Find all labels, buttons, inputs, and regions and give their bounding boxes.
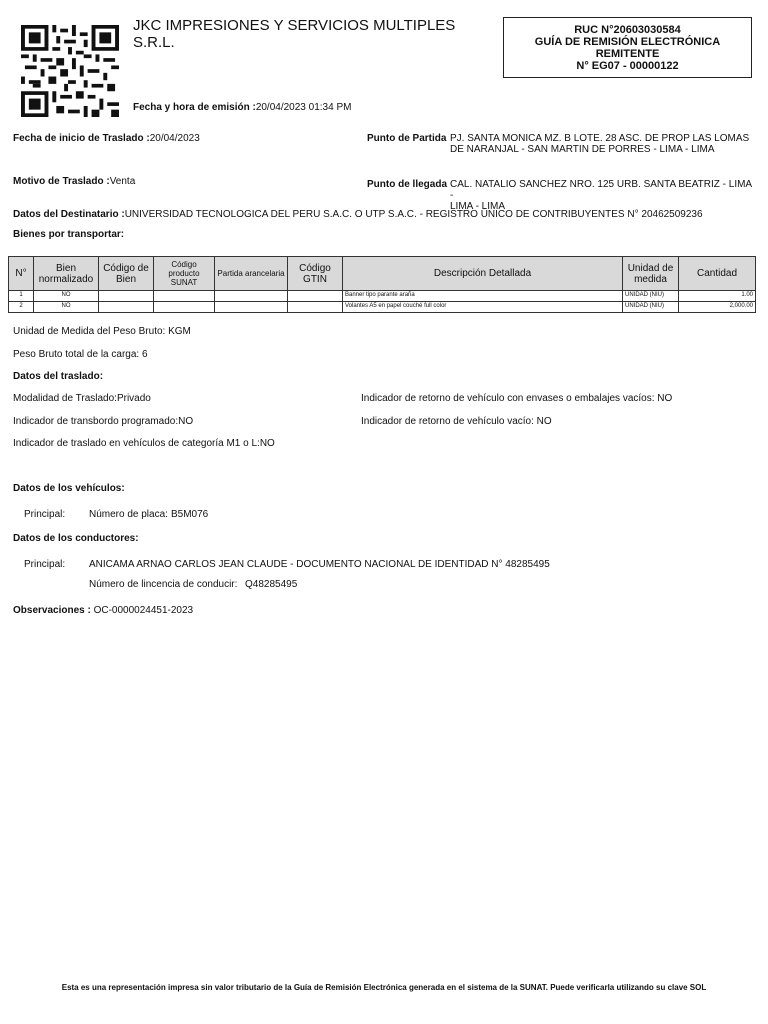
driver-principal-label: Principal: xyxy=(24,559,66,570)
col-header-sunat-code: Código producto SUNAT xyxy=(154,257,215,291)
weight-total-value: 6 xyxy=(141,349,148,360)
cell-sunat-code xyxy=(154,302,215,313)
origin-address xyxy=(450,133,750,155)
vehicles-section-title: Datos de los vehículos: xyxy=(13,483,125,494)
destination-line1: CAL. NATALIO SANCHEZ NRO. 125 URB. SANTA BEATRIZ - LIMA - xyxy=(450,179,752,201)
doc-type-line2: REMITENTE xyxy=(595,48,660,60)
cell-tariff xyxy=(215,302,288,313)
weight-unit-label: Unidad de Medida del Peso Bruto: xyxy=(13,326,166,337)
emission-date xyxy=(133,102,351,113)
cell-number: 1 xyxy=(9,291,34,302)
weight-total xyxy=(13,349,148,360)
cell-normalized: NO xyxy=(34,302,99,313)
table-row xyxy=(9,302,756,313)
driver-value: ANICAMA ARNAO CARLOS JEAN CLAUDE - DOCUMENTO NACIONAL DE IDENTIDAD N° 48285495 xyxy=(89,559,550,570)
goods-label: Bienes por transportar: xyxy=(13,229,125,240)
ruc-number: RUC N°20603030584 xyxy=(574,24,681,36)
cell-quantity: 1.00 xyxy=(679,291,756,302)
cell-normalized: NO xyxy=(34,291,99,302)
col-header-code: Código de Bien xyxy=(99,257,154,291)
destination-address xyxy=(450,179,755,212)
return-packaging: Indicador de retorno de vehículo con envases o embalajes vacíos: NO xyxy=(361,393,673,404)
transfer-reason xyxy=(13,176,135,187)
col-header-quantity: Cantidad xyxy=(679,257,756,291)
observations xyxy=(13,605,193,616)
doc-type-line1: GUÍA DE REMISIÓN ELECTRÓNICA xyxy=(534,36,721,48)
observations-value: OC-0000024451-2023 xyxy=(93,605,194,616)
cell-unit: UNIDAD (NIU) xyxy=(623,291,679,302)
goods-table xyxy=(8,256,756,313)
cell-code xyxy=(99,302,154,313)
transfer-start xyxy=(13,133,200,144)
cell-gtin xyxy=(288,302,343,313)
ruc-box xyxy=(503,17,752,78)
transfer-start-value: 20/04/2023 xyxy=(149,133,200,144)
drivers-section-title: Datos de los conductores: xyxy=(13,533,139,544)
vehicle-principal-label: Principal: xyxy=(24,509,66,520)
footer-note: Esta es una representación impresa sin valor tributario de la Guía de Remisión Electrónica generada en el sistema de la SUNAT. Puede verificarla utilizando su clave SOL xyxy=(61,983,707,992)
company-name-line1: JKC IMPRESIONES Y SERVICIOS MULTIPLES xyxy=(133,17,456,34)
table-header-row xyxy=(9,257,756,291)
cell-number: 2 xyxy=(9,302,34,313)
cell-quantity: 2,000.00 xyxy=(679,302,756,313)
cell-sunat-code xyxy=(154,291,215,302)
cell-tariff xyxy=(215,291,288,302)
observations-label: Observaciones : xyxy=(13,605,91,616)
col-header-gtin: Código GTIN xyxy=(288,257,343,291)
origin-line2: DE NARANJAL - SAN MARTIN DE PORRES - LIMA - LIMA xyxy=(450,144,715,155)
origin-line1: PJ. SANTA MONICA MZ. B LOTE. 28 ASC. DE PROP LAS LOMAS xyxy=(450,133,750,144)
cell-code xyxy=(99,291,154,302)
doc-number: N° EG07 - 00000122 xyxy=(576,60,679,72)
destination-label: Punto de llegada xyxy=(367,179,448,190)
table-row xyxy=(9,291,756,302)
transport-mode: Modalidad de Traslado:Privado xyxy=(13,393,151,404)
vehicle-plate-value: B5M076 xyxy=(171,509,209,520)
col-header-tariff: Partida arancelaria xyxy=(215,257,288,291)
return-empty: Indicador de retorno de vehículo vacío: NO xyxy=(361,416,552,427)
company-name-line2: S.R.L. xyxy=(133,34,175,51)
transfer-start-label: Fecha de inicio de Traslado : xyxy=(13,133,150,144)
vehicle-plate-label: Número de placa: xyxy=(89,509,168,520)
destination-line2: LIMA - LIMA xyxy=(450,201,506,212)
recipient-label: Datos del Destinatario : xyxy=(13,209,125,220)
transfer-reason-value: Venta xyxy=(109,176,136,187)
origin-label: Punto de Partida xyxy=(367,133,447,144)
emission-date-label: Fecha y hora de emisión : xyxy=(133,102,256,113)
driver-license-label: Número de lincencia de conducir: xyxy=(89,579,238,590)
company-name xyxy=(133,17,483,51)
col-header-normalized: Bien normalizado xyxy=(34,257,99,291)
weight-unit-value: KGM xyxy=(168,326,191,337)
recipient xyxy=(13,209,758,220)
recipient-value: UNIVERSIDAD TECNOLOGICA DEL PERU S.A.C. O UTP S.A.C. - REGISTRO ÚNICO DE CONTRIBUYENTES N° 20462509236 xyxy=(124,209,703,220)
col-header-number: N° xyxy=(9,257,34,291)
cell-gtin xyxy=(288,291,343,302)
col-header-unit: Unidad de medida xyxy=(623,257,679,291)
col-header-description: Descripción Detallada xyxy=(343,257,623,291)
cell-description: Volantes A5 en papel couché full color xyxy=(343,302,623,313)
transport-transshipment: Indicador de transbordo programado:NO xyxy=(13,416,194,427)
cell-unit: UNIDAD (NIU) xyxy=(623,302,679,313)
transport-category: Indicador de traslado en vehículos de categoría M1 o L:NO xyxy=(13,438,275,449)
cell-description: Banner tipo parante araña xyxy=(343,291,623,302)
emission-date-value: 20/04/2023 01:34 PM xyxy=(255,102,352,113)
weight-total-label: Peso Bruto total de la carga: xyxy=(13,349,140,360)
weight-unit xyxy=(13,326,191,337)
transfer-reason-label: Motivo de Traslado : xyxy=(13,176,110,187)
driver-license-value: Q48285495 xyxy=(245,579,298,590)
transport-section-title: Datos del traslado: xyxy=(13,371,104,382)
qr-code xyxy=(21,25,119,117)
